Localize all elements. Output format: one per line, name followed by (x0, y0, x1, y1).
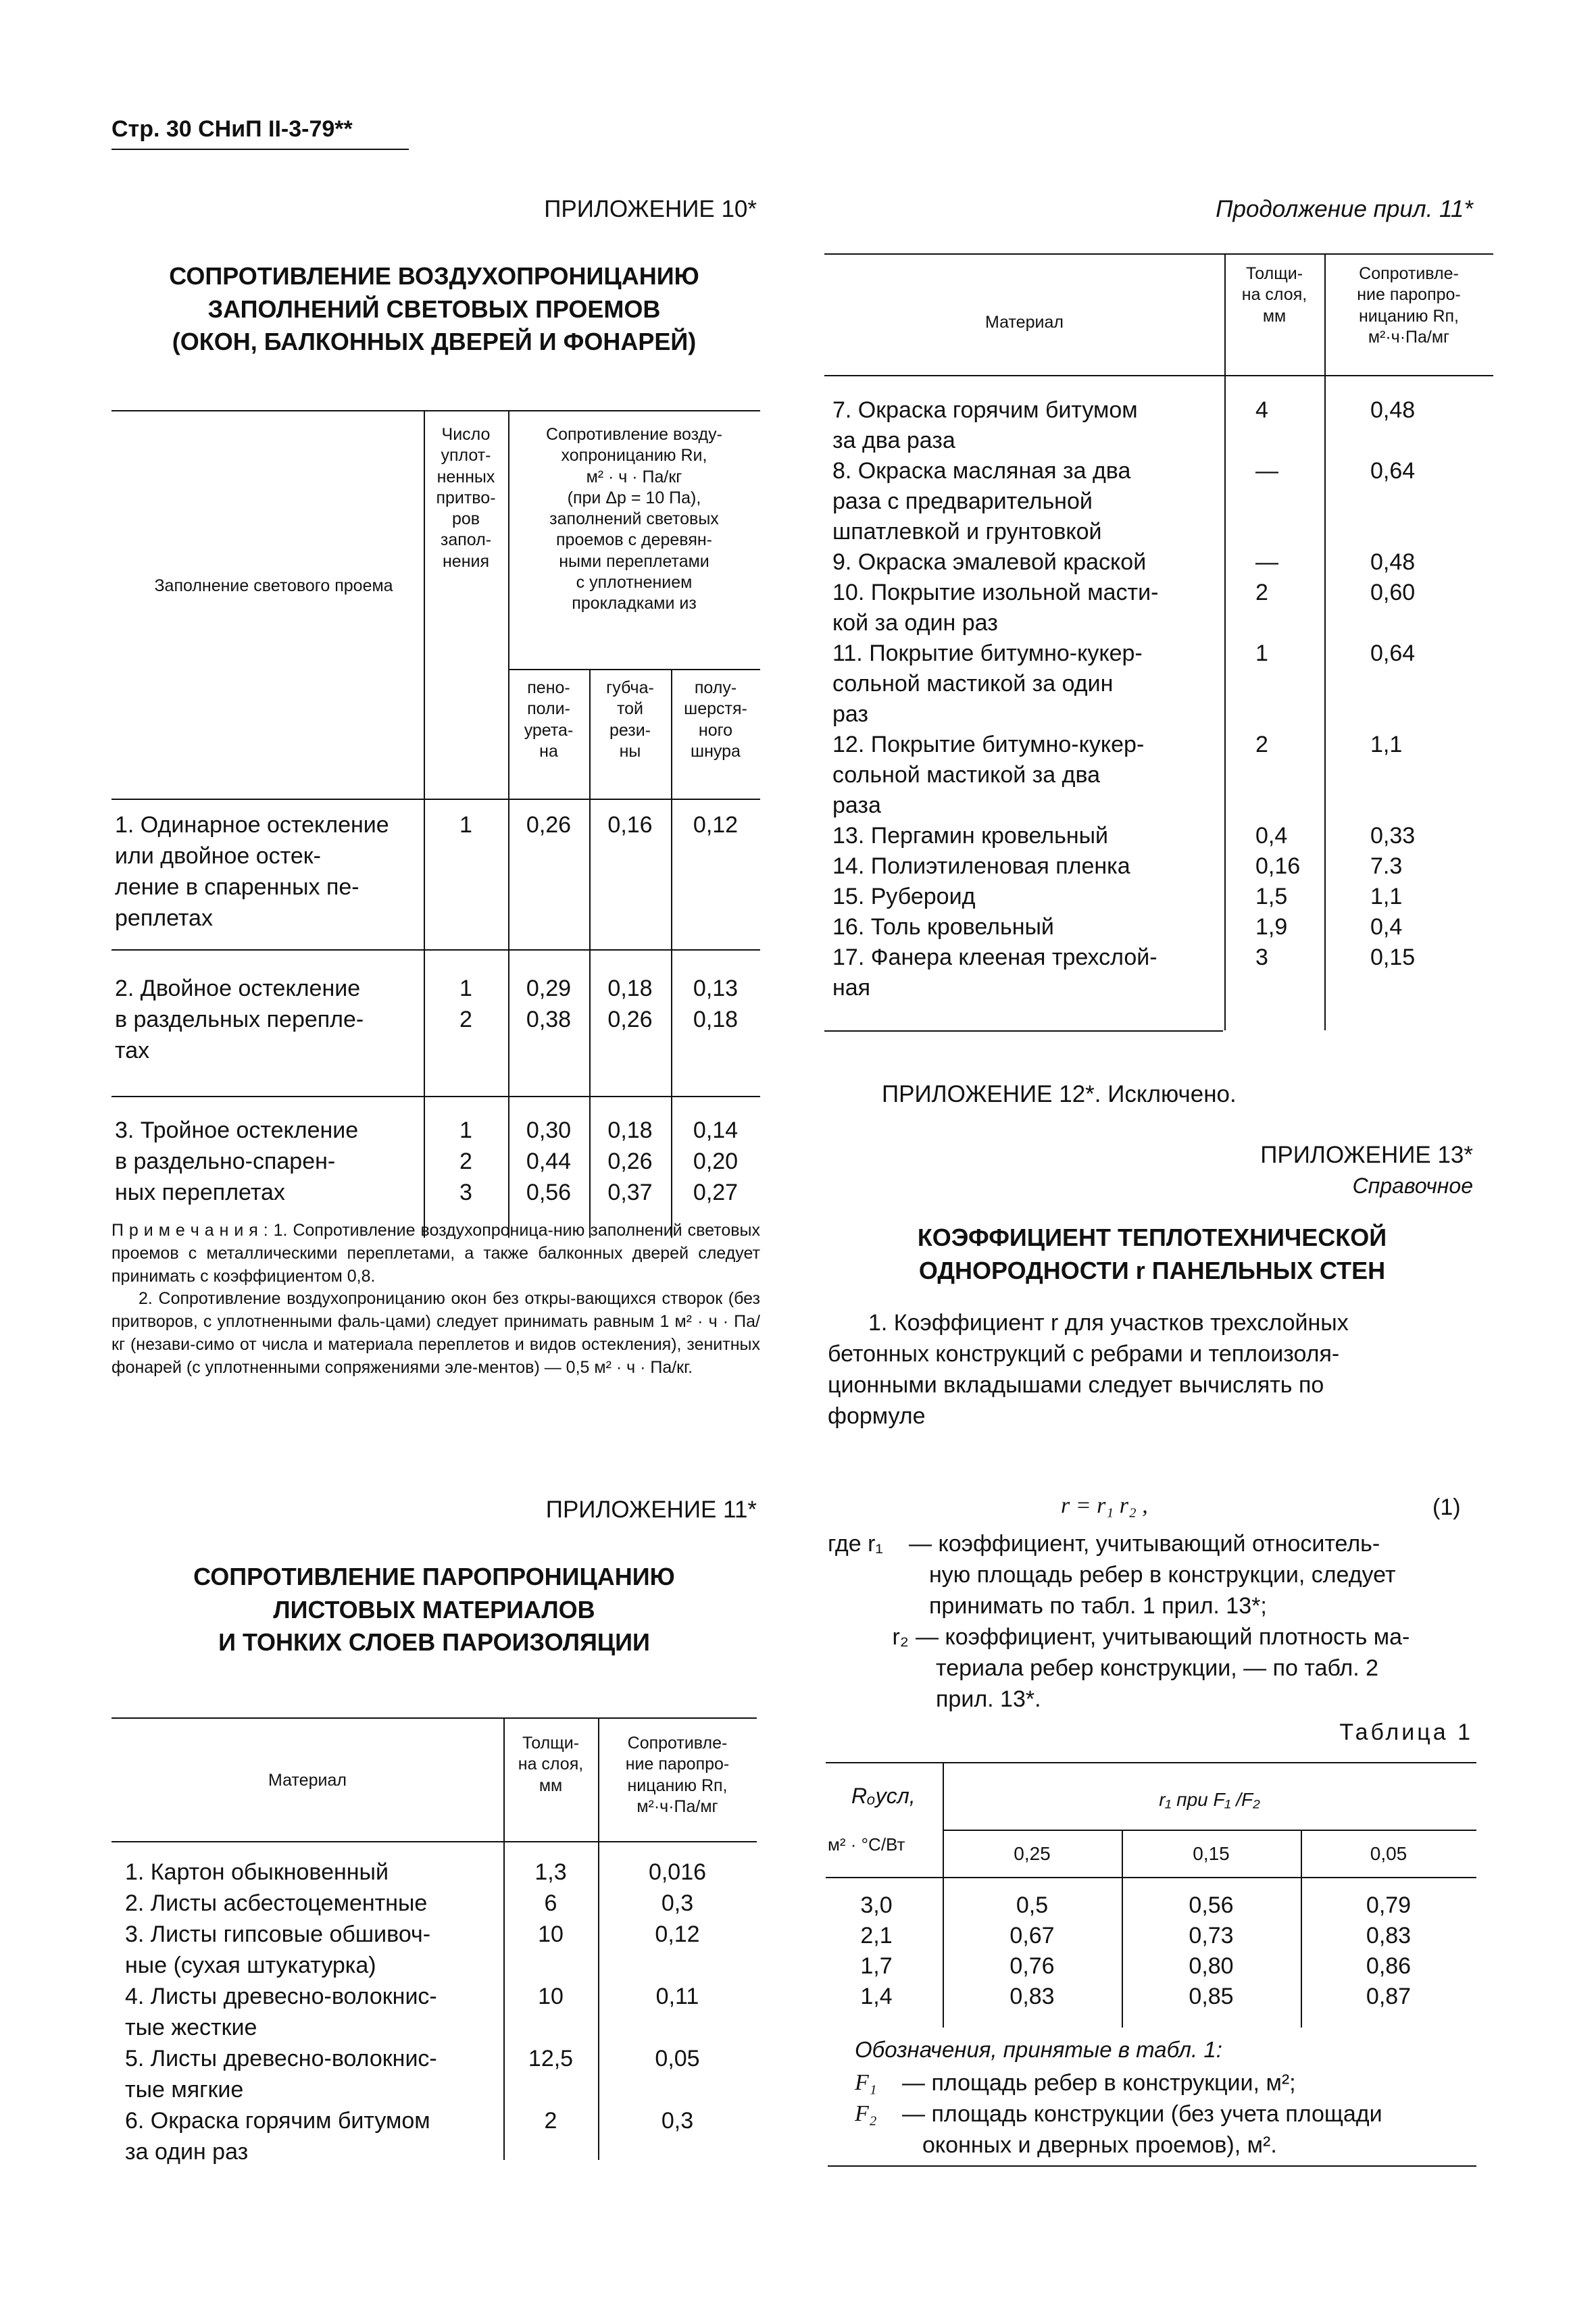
table-cell: 0,12 (693, 812, 739, 838)
col-header-fill: Заполнение светового проема (154, 576, 393, 595)
table-rule (824, 253, 1493, 255)
symbol: r₂ (892, 1624, 909, 1650)
table-cell: 0,29 0,38 (526, 976, 572, 1032)
symbol: F₂ (855, 2101, 877, 2126)
table-cell: 0,30 0,44 0,56 (526, 1117, 572, 1205)
table-col: 0,5 0,67 0,76 0,83 (1009, 1892, 1055, 2009)
col-header-thickness: Толщи- на слоя, мм (518, 1734, 584, 1795)
table-col-thickness: 1,3 6 10 10 12,5 2 (528, 1859, 574, 2134)
formula: r = r₁ r₂ , (1061, 1493, 1148, 1518)
table-rule (111, 1717, 757, 1719)
table-rule (826, 1877, 1476, 1878)
legend: F₁ — площадь ребер в конструкции, м²; F₂ — площадь конструкции (без учета площади оконных и дверных проемов), м². (855, 2067, 1476, 2161)
title-line: ЗАПОЛНЕНИЙ СВЕТОВЫХ ПРОЕМОВ (207, 295, 661, 323)
table-row-material: 7. Окраска горячим битумом за два раза 8. Окраска масляная за два раза с предварительной шпатлевкой и грунтовкой 9. Окраска эмалевой краской 10. Покрытие изольной масти- кой за один раз 11. Покрытие битумно-кукер- сольной мастикой за один раз 12. Покрытие битумно-кукер- сольной мастикой за два раза 13. Пергамин кровельный 14. Полиэтиленовая пленка 15. Рубероид 16. Толь кровельный 17. Фанера клееная трехслой- ная (832, 397, 1159, 1001)
note: П р и м е ч а н и я : 1. Сопротивление воздухопроница-нию заполнений световых проемов с металлическими переплетами, а также балконных дверей следует принимать с коэффициентом 0,8. (111, 1221, 760, 1286)
symbol: где r₁ (828, 1531, 883, 1557)
table-col-r: 3,0 2,1 1,7 1,4 (860, 1892, 893, 2009)
table-col-thickness: 4 — — 2 1 2 0,4 0,16 1,5 1,9 3 (1255, 397, 1301, 970)
col-header-material: Материал (985, 313, 1064, 332)
bottom-rule (828, 2165, 1476, 2167)
table-notes (111, 1219, 760, 1379)
title-line: (ОКОН, БАЛКОННЫХ ДВЕРЕЙ И ФОНАРЕЙ) (172, 328, 697, 356)
table-row: 3. Тройное остекление в раздельно-спарен- ных переплетах (115, 1117, 359, 1205)
table-rule (824, 375, 1493, 376)
legend-title: Обозначения, принятые в табл. 1: (855, 2037, 1222, 2062)
continuation-label: Продолжение прил. 11* (1216, 196, 1473, 222)
col-header-span: r₁ при F₁ /F₂ (1159, 1789, 1260, 1810)
appendix11-title: СОПРОТИВЛЕНИЕ ПАРОПРОНИЦАНИЮ ЛИСТОВЫХ МАТЕРИАЛОВ И ТОНКИХ СЛОЕВ ПАРОИЗОЛЯЦИИ (193, 1563, 675, 1657)
col-header-unit: м² · °С/Вт (828, 1834, 905, 1855)
col-header: 0,05 (1370, 1843, 1407, 1864)
table-row: 2. Двойное остекление в раздельных перепле- тах (115, 976, 364, 1063)
col-header-resistance: Сопротивле- ние паропро- ницанию Rп, м²·ч·Па/мг (1357, 264, 1461, 347)
table-rule (1224, 253, 1226, 1030)
table-cell: 1 2 (459, 976, 472, 1032)
table-col: 0,79 0,83 0,86 0,87 (1366, 1892, 1412, 2009)
table-col: 0,56 0,73 0,80 0,85 (1189, 1892, 1234, 2009)
table-cell: 0,14 0,20 0,27 (693, 1117, 739, 1205)
table-cell: 0,26 (526, 812, 572, 838)
table-col-resistance: 0,48 0,64 0,48 0,60 0,64 1,1 0,33 7.3 1,1 0,4 0,15 (1370, 397, 1416, 970)
appendix10-title (111, 260, 757, 359)
col-header: 0,15 (1193, 1843, 1230, 1864)
table-cell: 1 2 3 (459, 1117, 472, 1205)
appendix13-label: ПРИЛОЖЕНИЕ 13* (1260, 1142, 1473, 1168)
table-cell: 1 (459, 812, 472, 838)
subcol-header: пено- поли- урета- на (524, 678, 574, 761)
subcol-header: полу- шерстя- ного шнура (684, 678, 747, 761)
table-rule (826, 1762, 1476, 1763)
table-rule (111, 410, 760, 411)
appendix13-paragraph: 1. Коэффициент r для участков трехслойных бетонных конструкций с ребрами и теплоизоля- ционными вкладышами следует вычислять по формуле (828, 1310, 1349, 1429)
note: 2. Сопротивление воздухопроницанию окон без откры-вающихся створок (без притворов, с уплотненными фаль-цами) следует принимать равным 1 м² · ч · Па/кг (незави-симо от числа и материала переплетов и видов остекления), зенитных фонарей (с уплотненными сопряжениями эле-ментов) — 0,5 м² · ч · Па/кг. (111, 1289, 760, 1377)
running-head: Стр. 30 СНиП II-3-79** (111, 116, 353, 142)
symbol: F₁ (855, 2070, 877, 2095)
where-clause: где r₁ — коэффициент, учитывающий относитель- ную площадь ребер в конструкции, следует принимать по табл. 1 прил. 13*; r₂ — коэффициент, учитывающий плотность ма- териала ребер конструкции, — по табл. 2 прил. 13*. (828, 1528, 1476, 1715)
col-header-material: Материал (268, 1771, 347, 1790)
col-header-resistance: Сопротивле- ние паропро- ницанию Rп, м²·ч·Па/мг (625, 1734, 730, 1816)
table-cell: 0,18 0,26 0,37 (607, 1117, 653, 1205)
col-header: 0,25 (1014, 1843, 1051, 1864)
appendix13-title: КОЭФФИЦИЕНТ ТЕПЛОТЕХНИЧЕСКОЙ ОДНОРОДНОСТИ r ПАНЕЛЬНЫХ СТЕН (917, 1224, 1387, 1284)
appendix11-label: ПРИЛОЖЕНИЕ 11* (545, 1496, 757, 1523)
table-cell: 0,18 0,26 (607, 976, 653, 1032)
table-rule (111, 949, 760, 951)
table-col-resistance: 0,016 0,3 0,12 0,11 0,05 0,3 (648, 1859, 707, 2134)
formula-number: (1) (1432, 1494, 1461, 1520)
table-rule (824, 1030, 1223, 1032)
col-header-resistance: Сопротивление возду- хопроницанию Rи, м² · ч · Па/кг (при Δp = 10 Па), заполнений световых проемов с деревян- ными переплетами с уплотнением прокладками из (546, 425, 722, 613)
table-row-material: 1. Картон обыкновенный 2. Листы асбестоцементные 3. Листы гипсовые обшивоч- ные (сухая штукатурка) 4. Листы древесно-волокнис- тые жесткие 5. Листы древесно-волокнис- тые мягкие 6. Окраска горячим битумом за один раз (125, 1859, 437, 2165)
table1-label: Таблица 1 (1339, 1719, 1473, 1745)
table-rule (943, 1830, 1476, 1831)
table-rule (111, 1096, 760, 1097)
table-rule (111, 799, 760, 800)
table-cell: 0,16 (607, 812, 653, 838)
table-cell: 0,13 0,18 (693, 976, 739, 1032)
appendix10-label: ПРИЛОЖЕНИЕ 10* (544, 196, 757, 222)
table-rule (508, 669, 760, 670)
col-header-thickness: Толщи- на слоя, мм (1241, 264, 1307, 326)
table-rule (111, 1841, 757, 1842)
header-rule (111, 149, 409, 150)
appendix13-sublabel: Справочное (1352, 1174, 1473, 1198)
col-header-count: Число уплот- ненных притво- ров запол- нения (436, 425, 496, 571)
subcol-header: губча- той рези- ны (606, 678, 654, 761)
table-rule (1324, 253, 1326, 1030)
title-line: СОПРОТИВЛЕНИЕ ВОЗДУХОПРОНИЦАНИЮ (169, 262, 699, 290)
table-row: 1. Одинарное остекление или двойное остек- ление в спаренных пе- реплетах (115, 812, 389, 931)
col-header-r: Rₒусл, (851, 1784, 916, 1808)
appendix12-label: ПРИЛОЖЕНИЕ 12*. Исключено. (882, 1081, 1237, 1107)
